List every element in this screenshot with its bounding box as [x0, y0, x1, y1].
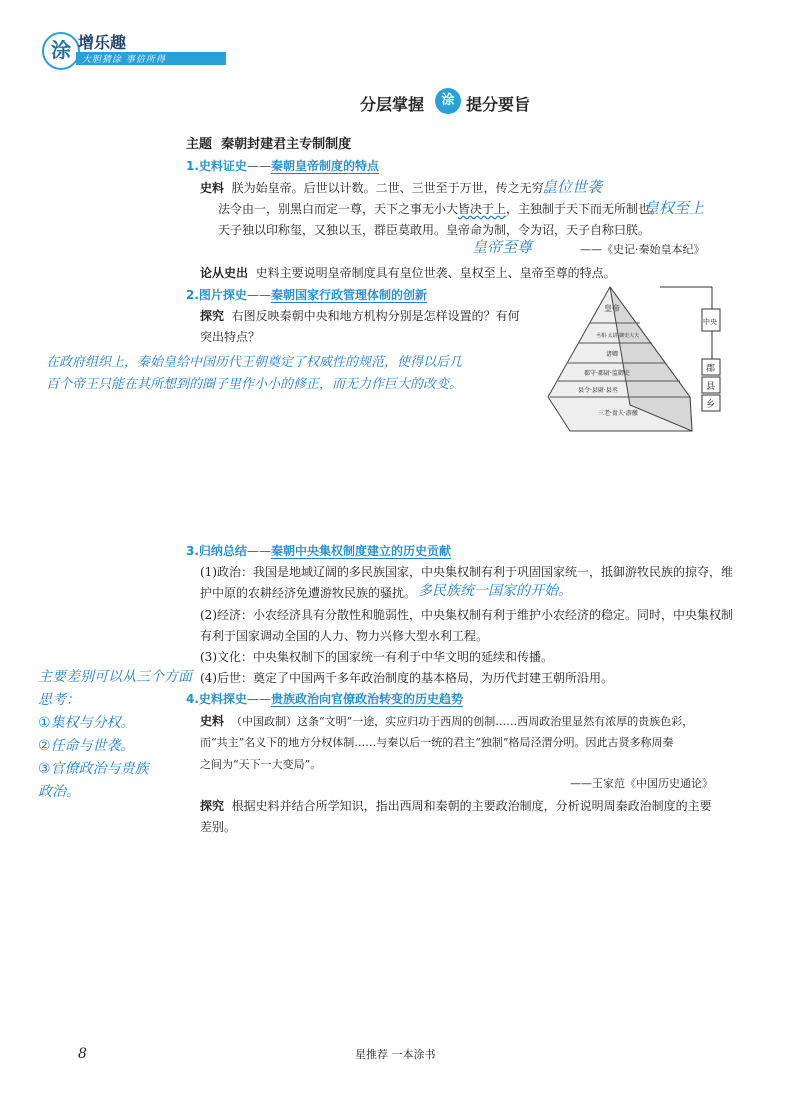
footer-text: 星推荐 一本涂书 [355, 1048, 436, 1061]
handnote-throne-hereditary: 皇位世袭 [542, 178, 603, 196]
handnote-emperor-supreme: 皇帝至尊 [472, 238, 533, 256]
summary-p4: (4)后世：奠定了中国两千多年政治制度的基本格局，为历代封建王朝所沿用。 [200, 671, 614, 685]
source1-text2b: 皆决于上 [458, 202, 507, 216]
source2-line2: 而“共主”名义下的地方分权体制……与秦以后一统的君主“独制”格局泾渭分明。因此古贤多称周秦 [200, 736, 674, 749]
item-3-kind: 归纳总结 [198, 544, 247, 558]
handnote-organization-1: 在政府组织上，秦始皇给中国历代王朝奠定了权威性的规范，使得以后几 [46, 355, 463, 370]
handnote-organization-2: 百个帝王只能在其所想到的圈子里作小小的修正，而无力作巨大的改变。 [46, 377, 463, 392]
item-1-dash: —— [246, 159, 271, 173]
item-4-dash: —— [246, 692, 271, 706]
pyramid-tier-3: 郡守·郡尉·监御史 [584, 370, 630, 377]
page-number: 8 [78, 1046, 87, 1062]
side-label-county: 县 [706, 382, 716, 392]
item-1-heading [186, 158, 379, 174]
explore2-line1 [200, 798, 712, 814]
item-4-title: 贵族政治向官僚政治转变的历史趋势 [270, 692, 463, 706]
item-1-kind: 史料证史 [198, 159, 247, 173]
section-header [360, 90, 570, 116]
side-label-commandery: 郡 [706, 364, 716, 374]
brand-logo [42, 30, 197, 68]
topic-heading [186, 137, 351, 153]
source1-text2c: ，主独制于天下而无所制也。 [506, 202, 663, 216]
explore2-line2: 差别。 [200, 820, 237, 834]
handnote-diff-4: ②任命与世袭。 [38, 738, 135, 754]
summary-p1a: (1)政治：我国是地域辽阔的多民族国家，中央集权制有利于巩固国家统一，抵御游牧民族的掠夺，维 [200, 565, 734, 579]
handnote-imperial-supremacy: 皇权至上 [644, 199, 705, 217]
source1-line2 [218, 201, 662, 217]
admin-pyramid-figure [540, 285, 722, 435]
source1-line1 [200, 180, 556, 196]
item-2-dash: —— [246, 288, 271, 302]
handnote-diff-5: ③官僚政治与贵族 [38, 761, 149, 777]
item-3-title: 秦朝中央集权制度建立的历史贡献 [270, 544, 451, 558]
source1-text2a: 法令由一，别黑白而定一尊，天下之事无小大 [218, 202, 459, 216]
pyramid-tier-5: 三老·啬夫·游徼 [598, 410, 638, 417]
summary-p2a: (2)经济：小农经济具有分散性和脆弱性，中央集权制有利于维护小农经济的稳定。同时，中央集权制 [200, 608, 734, 622]
item-1-title: 秦朝皇帝制度的特点 [270, 159, 379, 173]
pyramid-top-label: 皇帝 [604, 304, 620, 313]
item-4-num: 4. [186, 692, 199, 706]
item-2-heading [186, 287, 427, 303]
handnote-diff-2: 思考： [38, 692, 80, 708]
summary-p1b: 护中原的农耕经济免遭游牧民族的骚扰。 [200, 586, 417, 600]
handnote-diff-3: ①集权与分权。 [38, 715, 135, 731]
source1-text3: 天子独以印称玺，又独以玉，群臣莫敢用。皇帝命为制，令为诏，天子自称曰朕。 [218, 223, 651, 237]
explore1-line1 [200, 308, 520, 324]
section-header-badge-icon: 涂 [435, 88, 461, 114]
item-3-num: 3. [186, 544, 199, 558]
item-4-heading [186, 691, 463, 707]
conclusion-label: 论从史出 [200, 266, 249, 280]
conclusion-text: 史料主要说明皇帝制度具有皇位世袭、皇权至上、皇帝至尊的特点。 [255, 266, 616, 280]
source2-label: 史料 [200, 714, 225, 728]
logo-slogan: 大胆猜涂 事倍所得 [82, 55, 166, 65]
source2-text1: （中国政制）这条“文明”一途，实应归功于西周的创制……西周政治里显然有浓厚的贵族色彩， [231, 715, 694, 728]
topic-label: 主题 [186, 137, 213, 152]
summary-p2b: 有利于国家调动全国的人力、物力兴修大型水利工程。 [200, 629, 489, 643]
source2-line3: 之间为“天下一大变局”。 [200, 758, 322, 771]
handnote-diff-1: 主要差别可以从三个方面 [38, 669, 192, 685]
item-3-dash: —— [246, 544, 271, 558]
item-4-kind: 史料探史 [198, 692, 247, 706]
explore1-label: 探究 [200, 309, 225, 323]
pyramid-tier-2: 诸卿 [606, 351, 619, 358]
item-3-heading [186, 543, 451, 559]
source1-citation: ——《史记·秦始皇本纪》 [580, 243, 705, 256]
summary-p3: (3)文化：中央集权制下的国家统一有利于中华文明的延续和传播。 [200, 650, 554, 664]
source1-label: 史料 [200, 181, 225, 195]
handnote-diff-6: 政治。 [38, 784, 80, 800]
pyramid-tier-4: 县令·县尉·县丞 [578, 387, 618, 394]
side-label-township: 乡 [706, 400, 716, 410]
source1-line3 [218, 222, 650, 238]
handnote-multiethnic: 多民族统一国家的开始。 [418, 583, 572, 599]
topic-title: 秦朝封建君主专制制度 [221, 137, 352, 152]
explore1-line2: 突出特点？ [200, 330, 261, 344]
logo-badge-icon: 涂 [42, 32, 80, 70]
source1-text1: 朕为始皇帝。后世以计数。二世、三世至于万世，传之无穷。 [231, 181, 556, 195]
item-2-kind: 图片探史 [198, 288, 247, 302]
side-label-central: 中央 [703, 318, 717, 326]
logo-brand: 增乐趣 [78, 33, 127, 52]
item-2-num: 2. [186, 288, 199, 302]
explore2-text1: 根据史料并结合所学知识，指出西周和秦朝的主要政治制度，分析说明周秦政治制度的主要 [231, 799, 712, 813]
source2-citation: ——王家范《中国历史通论》 [570, 777, 713, 790]
explore1-text1: 右图反映秦朝中央和地方机构分别是怎样设置的？有何 [231, 309, 520, 323]
conclusion [200, 265, 616, 281]
section-header-right: 提分要旨 [466, 95, 531, 114]
source2-line1 [200, 713, 693, 730]
section-header-left: 分层掌握 [360, 95, 425, 114]
pyramid-tier-1: 丞相·太尉·御史大夫 [596, 333, 640, 339]
explore2-label: 探究 [200, 799, 225, 813]
item-1-num: 1. [186, 159, 199, 173]
item-2-title: 秦朝国家行政管理体制的创新 [270, 288, 427, 302]
